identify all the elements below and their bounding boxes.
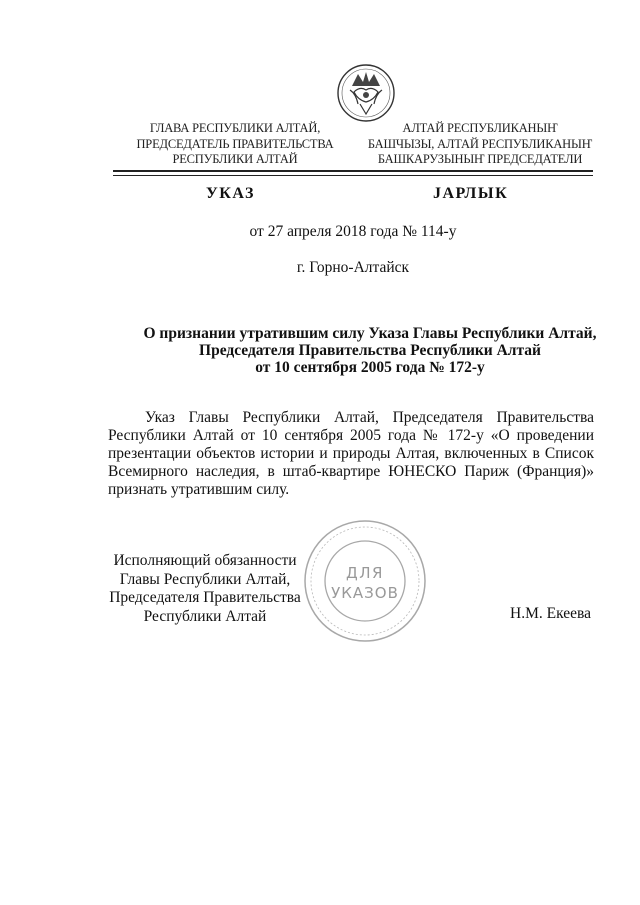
subject-line: Председателя Правительства Республики Алтай	[199, 342, 541, 359]
subject-line: от 10 сентября 2005 года № 172-у	[255, 359, 485, 376]
subject-line: О признании утратившим силу Указа Главы Республики Алтай,	[143, 325, 597, 342]
document-subject	[120, 325, 620, 376]
republic-altai-emblem-icon	[336, 60, 396, 126]
document-body: Указ Главы Республики Алтай, Председателя Правительства Республики Алтай от 10 сентября 2005 года № 172-у «О проведении презентации объектов истории и природы Алтая, включенных в Список Всемирного наследия, в штаб-квартире ЮНЕСКО Париж (Франция)» признать утратившим силу.	[108, 409, 594, 498]
header-divider-thin	[113, 175, 593, 176]
header-left-line: ПРЕДСЕДАТЕЛЬ ПРАВИТЕЛЬСТВА	[136, 136, 334, 151]
header-divider-thick	[113, 170, 593, 172]
doc-type-ru: УКАЗ	[206, 185, 255, 202]
header-left-line: ГЛАВА РЕСПУБЛИКИ АЛТАЙ,	[149, 121, 321, 135]
header-right-line: БАШЧЫЗЫ, АЛТАЙ РЕСПУБЛИКАНЫҤ	[367, 136, 593, 151]
document-date-number: от 27 апреля 2018 года № 114-у	[249, 223, 457, 240]
header-left-block	[128, 121, 342, 168]
header-right-block	[354, 121, 606, 168]
official-stamp	[300, 516, 430, 646]
stamp-line: УКАЗОВ	[331, 584, 399, 602]
header-right-line: АЛТАЙ РЕСПУБЛИКАНЫҤ	[402, 121, 558, 135]
header-left-line: РЕСПУБЛИКИ АЛТАЙ	[172, 152, 298, 166]
signatory-position	[107, 552, 303, 626]
stamp-line: ДЛЯ	[346, 564, 384, 582]
signatory-position-line: Республики Алтай	[143, 607, 267, 625]
doc-type-alt: JАРЛЫК	[433, 185, 509, 202]
signatory-position-line: Председателя Правительства	[109, 589, 301, 606]
signatory-position-line: Исполняющий обязанности	[113, 552, 297, 569]
signatory-name: Н.М. Екеева	[510, 605, 591, 622]
document-city: г. Горно-Алтайск	[296, 259, 410, 276]
signatory-position-line: Главы Республики Алтай,	[119, 570, 291, 588]
header-right-line: БАШКАРУЗЫНЫҤ ПРЕДСЕДАТЕЛИ	[377, 152, 583, 166]
